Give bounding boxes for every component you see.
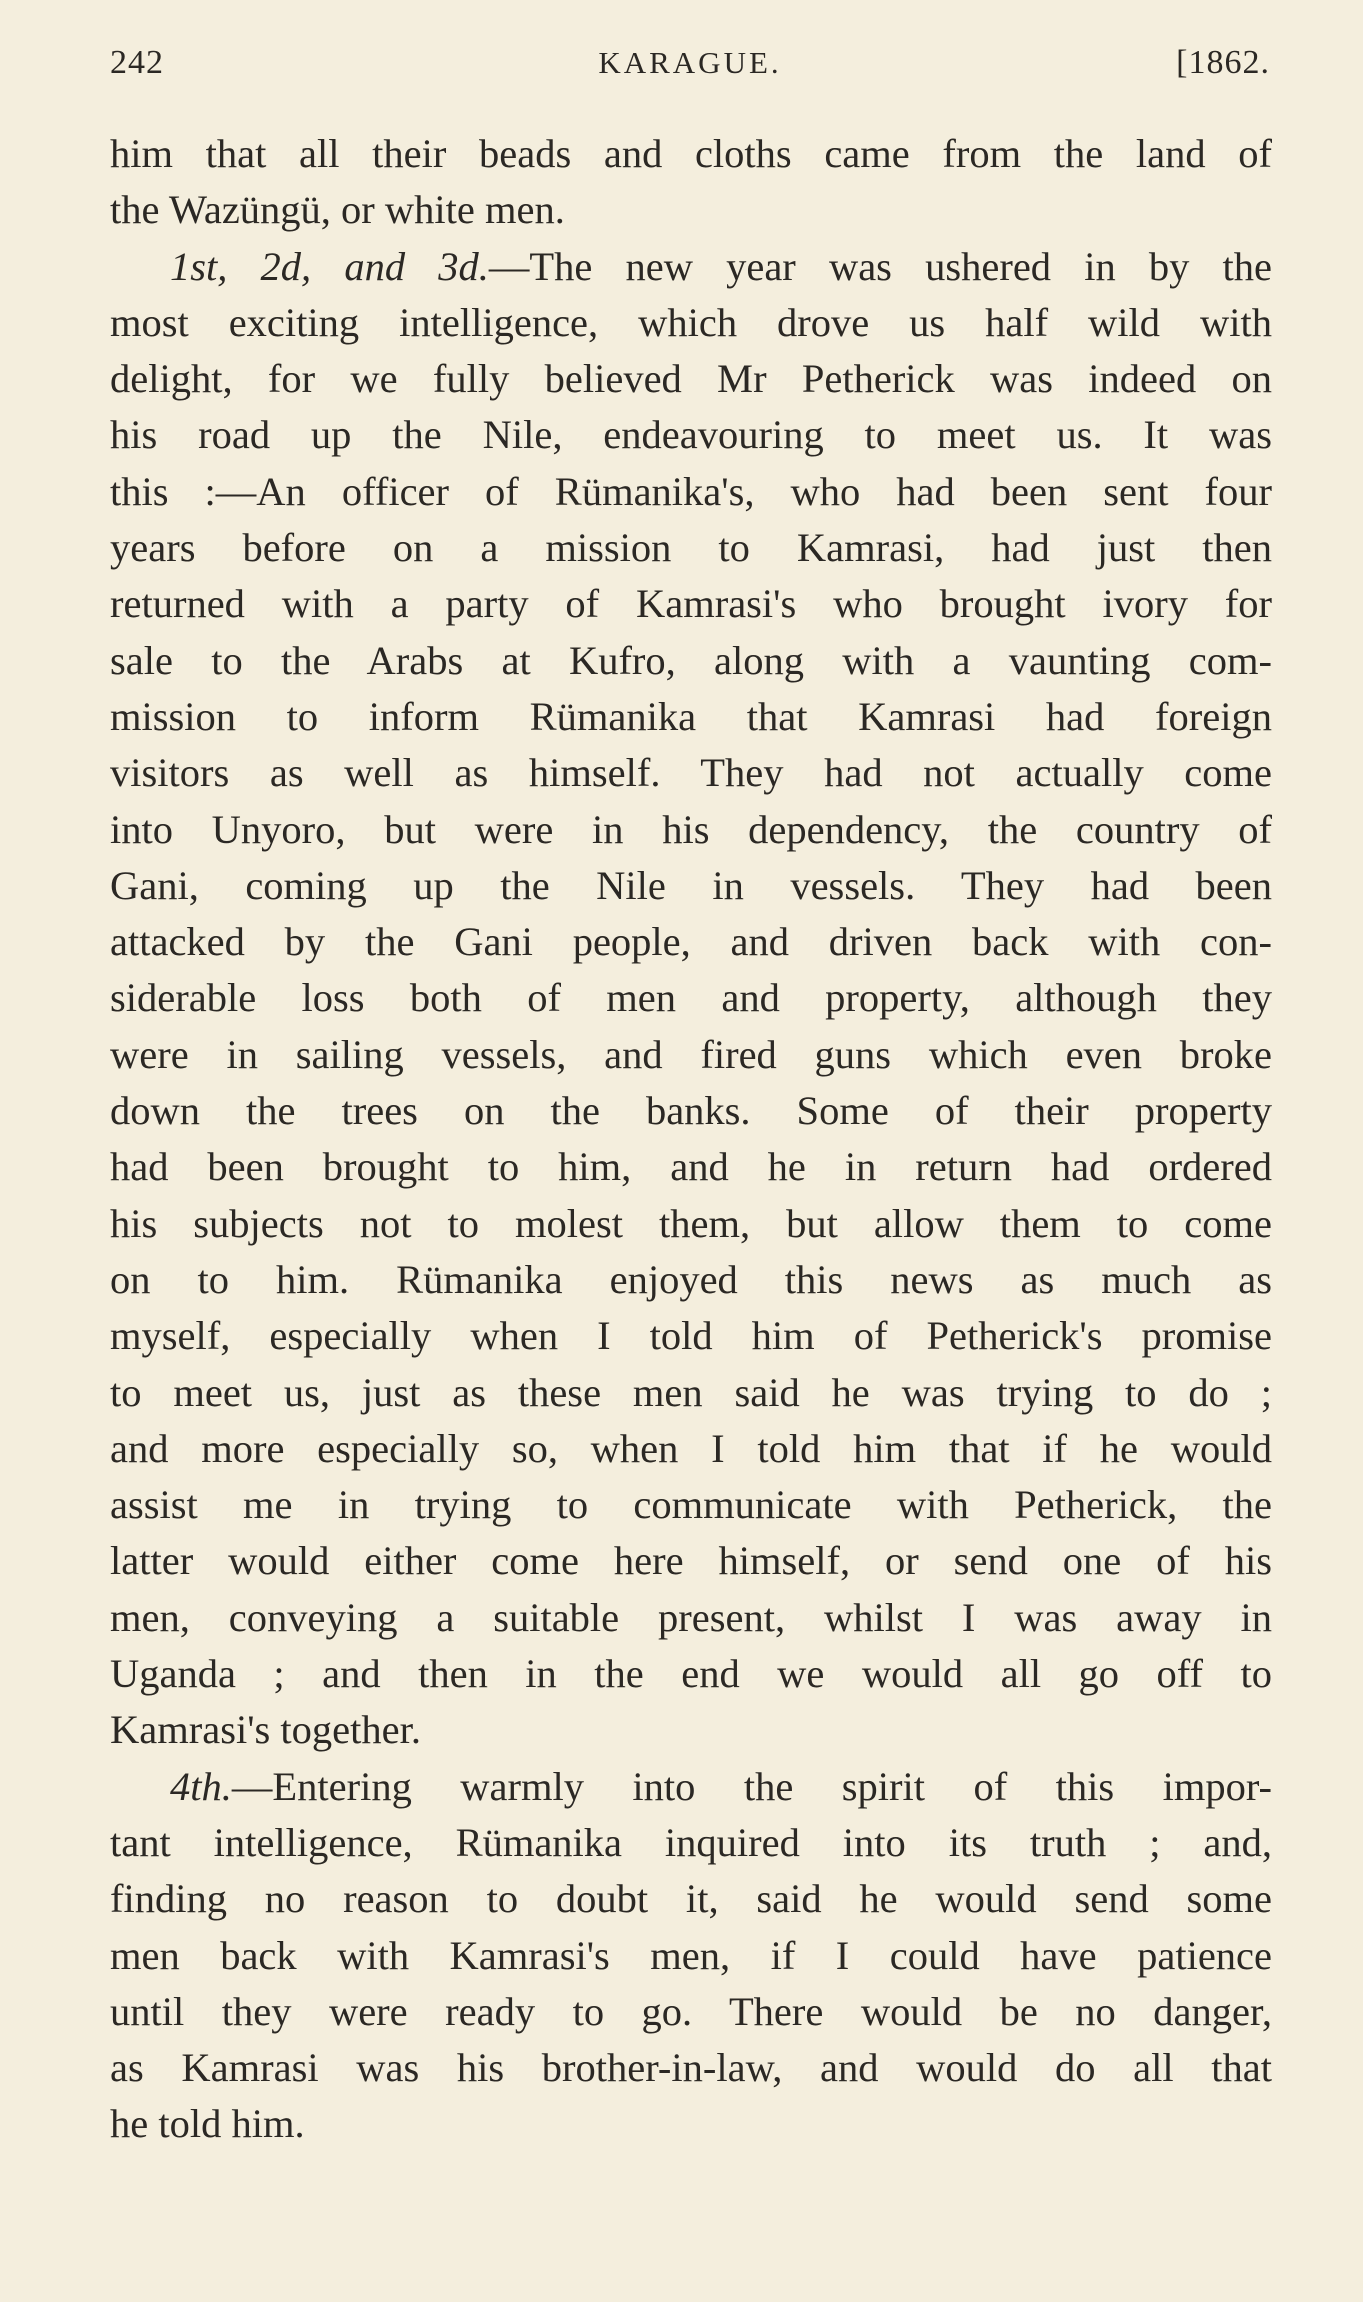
- paragraph: [110, 126, 1272, 239]
- line-text: this :—An officer of Rümanika's, who had been sent four: [110, 468, 1272, 514]
- entry-date: 4th.: [170, 1763, 232, 1809]
- text-line: [110, 520, 1272, 576]
- text-line: [110, 1196, 1272, 1252]
- line-text: —The new year was ushered in by the: [488, 243, 1272, 289]
- line-text: returned with a party of Kamrasi's who brought ivory for: [110, 581, 1272, 627]
- text-line: [110, 1308, 1272, 1364]
- line-text: —Entering warmly into the spirit of this impor-: [231, 1763, 1272, 1809]
- text-line: [110, 576, 1272, 632]
- text-line: [110, 1477, 1272, 1533]
- text-line: [110, 239, 1272, 295]
- line-text: down the trees on the banks. Some of their property: [110, 1088, 1272, 1134]
- line-text: years before on a mission to Kamrasi, had just then: [110, 525, 1272, 571]
- text-line: [110, 1815, 1272, 1871]
- text-line: [110, 182, 1272, 238]
- line-text: Gani, coming up the Nile in vessels. They had been: [110, 862, 1272, 908]
- text-line: [110, 1646, 1272, 1702]
- line-text: his subjects not to molest them, but allow them to come: [110, 1200, 1272, 1246]
- entry-date: 1st, 2d, and 3d.: [170, 243, 489, 289]
- text-line: [110, 407, 1272, 463]
- line-text: mission to inform Rümanika that Kamrasi had foreign: [110, 693, 1272, 739]
- line-text: delight, for we fully believed Mr Petherick was indeed on: [110, 356, 1272, 402]
- line-text: myself, especially when I told him of Petherick's promise: [110, 1313, 1272, 1359]
- text-line: [110, 1252, 1272, 1308]
- line-text: his road up the Nile, endeavouring to meet us. It was: [110, 412, 1272, 458]
- line-text: finding no reason to doubt it, said he would send some: [110, 1876, 1272, 1922]
- line-text: tant intelligence, Rümanika inquired into its truth ; and,: [110, 1819, 1272, 1865]
- line-text: had been brought to him, and he in return had ordered: [110, 1144, 1272, 1190]
- line-text: him that all their beads and cloths came from the land of: [110, 131, 1272, 176]
- text-line: [110, 1871, 1272, 1927]
- paragraph: [110, 1759, 1272, 2153]
- line-text: latter would either come here himself, or send one of his: [110, 1538, 1272, 1584]
- header-year: [1862.: [1176, 44, 1270, 81]
- line-text: and more especially so, when I told him that if he would: [110, 1425, 1272, 1471]
- paragraph: [110, 239, 1272, 1759]
- line-text: Uganda ; and then in the end we would all go off to: [110, 1651, 1272, 1697]
- text-line: [110, 1702, 1272, 1758]
- line-text: he told him.: [110, 2101, 305, 2147]
- body-text: [110, 126, 1272, 2153]
- line-text: sale to the Arabs at Kufro, along with a vaunting com-: [110, 637, 1272, 683]
- text-line: [110, 745, 1272, 801]
- text-line: [110, 1590, 1272, 1646]
- text-line: [110, 2096, 1272, 2152]
- page-number: 242: [110, 44, 164, 81]
- line-text: as Kamrasi was his brother-in-law, and would do all that: [110, 2045, 1272, 2091]
- line-text: visitors as well as himself. They had not actually come: [110, 750, 1272, 796]
- text-line: [110, 295, 1272, 351]
- text-line: [110, 2040, 1272, 2096]
- running-header: [110, 38, 1270, 88]
- text-line: [110, 1533, 1272, 1589]
- text-line: [110, 1759, 1272, 1815]
- line-text: attacked by the Gani people, and driven back with con-: [110, 919, 1272, 965]
- text-line: [110, 970, 1272, 1026]
- text-line: [110, 633, 1272, 689]
- line-text: most exciting intelligence, which drove us half wild with: [110, 299, 1272, 345]
- text-line: [110, 126, 1272, 182]
- line-text: men back with Kamrasi's men, if I could have patience: [110, 1932, 1272, 1978]
- line-text: assist me in trying to communicate with Petherick, the: [110, 1482, 1272, 1528]
- running-title: KARAGUE.: [598, 45, 782, 80]
- line-text: siderable loss both of men and property, although they: [110, 975, 1272, 1021]
- line-text: men, conveying a suitable present, whilst I was away in: [110, 1594, 1272, 1640]
- line-text: until they were ready to go. There would be no danger,: [110, 1988, 1272, 2034]
- text-line: [110, 351, 1272, 407]
- text-line: [110, 1365, 1272, 1421]
- text-line: [110, 1984, 1272, 2040]
- line-text: Kamrasi's together.: [110, 1707, 421, 1753]
- text-line: [110, 689, 1272, 745]
- line-text: the Wazüngü, or white men.: [110, 187, 565, 233]
- text-line: [110, 802, 1272, 858]
- text-line: [110, 464, 1272, 520]
- text-line: [110, 1083, 1272, 1139]
- line-text: into Unyoro, but were in his dependency, the country of: [110, 806, 1272, 852]
- line-text: to meet us, just as these men said he was trying to do ;: [110, 1369, 1272, 1415]
- text-line: [110, 858, 1272, 914]
- text-line: [110, 1139, 1272, 1195]
- text-line: [110, 1027, 1272, 1083]
- line-text: on to him. Rümanika enjoyed this news as much as: [110, 1256, 1272, 1302]
- text-line: [110, 1928, 1272, 1984]
- text-line: [110, 1421, 1272, 1477]
- line-text: were in sailing vessels, and fired guns which even broke: [110, 1031, 1272, 1077]
- text-line: [110, 914, 1272, 970]
